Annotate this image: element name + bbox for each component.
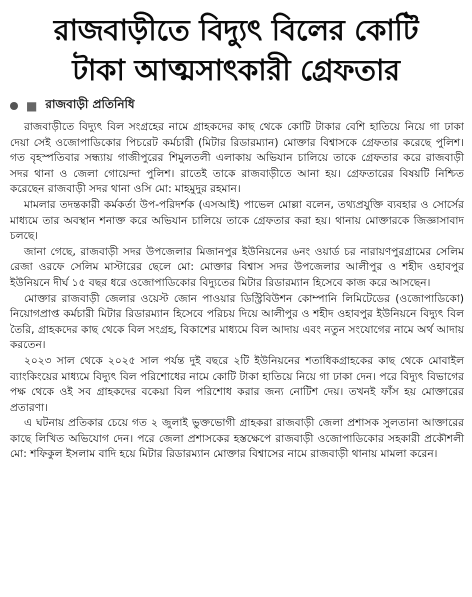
paragraph-1: রাজবাড়ীতে বিদ্যুৎ বিল সংগ্রহের নামে গ্রাহকদের কাছ থেকে কোটি টাকার বেশি হাতিয়ে নিয়ে গা ঢাকা দেয়া সেই ওজোপাডিকোর পিচরেট কর্মচারী (মিটার রিডারম্যান) মোক্তার বিশ্বাসকে গ্রেফতার করেছে পুলিশ। গত বৃহস্পতিবার সন্ধ্যায় গাজীপুরের শিমুলতলী এলাকায় অভিযান চালিয়ে তাকে গ্রেফতার করে রাজবাড়ী সদর থানা ও জেলা গোয়েন্দা পুলিশ। রাতেই তাকে রাজবাড়ীতে আনা হয়। গ্রেফতারের বিষয়টি নিশ্চিত করেছেন রাজবাড়ী সদর থানা ওসি মো: মাহমুদুর রহমান। [10, 121, 464, 196]
paragraph-3: জানা গেছে, রাজবাড়ী সদর উপজেলার মিজানপুর ইউনিয়নের ৬নং ওয়ার্ড চর নারায়ণপুরগ্রামের সেলিম রেজা ওরফে সেলিম মাস্টারের ছেলে মো: মোক্তার বিশ্বাস সদর উপজেলার আলীপুর ও শহীদ ওহাবপুর ইউনিয়নে দীর্ঘ ১৫ বছর ধরে ওজোপাডিকোর বিদ্যুতের মিটার রিডারম্যান হিসেবে কাজ করে আসছেন। [10, 245, 464, 289]
paragraph-5: ২০২৩ সাল থেকে ২০২৫ সাল পর্যন্ত দুই বছরে ২টি ইউনিয়নের শতাধিকগ্রাহকের কাছ থেকে মোবাইল ব্যাংকিংয়ের মাধ্যমে বিদ্যুৎ বিল পরিশোধের নামে কোটি টাকা হাতিয়ে নিয়ে গা ঢাকা দেন। পরে বিদ্যুৎ বিভাগের পক্ষ থেকে ওই সব গ্রাহকদের বকেয়া বিল পরিশোধ করার জন্য নোটিশ দেয়। তখনই ফাঁস হয় মোক্তারের প্রতারণা। [10, 354, 464, 414]
paragraph-4: মোক্তার রাজবাড়ী জেলার ওয়েস্ট জোন পাওয়ার ডিস্ট্রিবিউশন কোম্পানি লিমিটেডের (ওজোপাডিকো) নিয়োগপ্রাপ্ত কর্মচারী মিটার রিডারম্যান হিসেবে পরিচয় দিয়ে আলীপুর ও শহীদ ওহাবপুর ইউনিয়নে বিদ্যুৎ বিল তৈরি, গ্রাহকদের কাছ থেকে বিল সংগ্রহ, বিকাশের মাধ্যমে বিল আদায় এবং নতুন সংযোগের নামে অর্থ আদায় করতেন। [10, 292, 464, 352]
headline-line-2: টাকা আত্মসাৎকারী গ্রেফতার [72, 53, 400, 87]
headline-line-1: রাজবাড়ীতে বিদ্যুৎ বিলের কোটি [53, 13, 419, 47]
paragraph-2: মামলার তদন্তকারী কর্মকর্তা উপ-পরিদর্শক (এসআই) পাভেল মোল্লা বলেন, তথ্যপ্রযুক্তি ব্যবহার ও সোর্সের মাধ্যমে তার অবস্থান শনাক্ত করে অভিযান চালিয়ে তাকে গ্রেফতার করা হয়। থানায় মোক্তারকে জিজ্ঞাসাবাদ চলছে। [10, 198, 464, 243]
article-body [0, 120, 472, 463]
paragraph-6: এ ঘটনায় প্রতিকার চেয়ে গত ২ জুলাই ভুক্তভোগী গ্রাহকরা রাজবাড়ী জেলা প্রশাসক সুলতানা আক্তারের কাছে লিখিত অভিযোগ দেন। পরে জেলা প্রশাসকের হস্তক্ষেপে রাজবাড়ী ওজোপাডিকোর সহকারী প্রকৌশলী মো: শফিকুল ইসলাম বাদি হয়ে মিটার রিডারম্যান মোক্তার বিশ্বাসের নামে রাজবাড়ী থানায় মামলা করেন। [10, 417, 464, 461]
byline-separator: ■ [26, 99, 38, 113]
dot-bullet-icon [10, 102, 18, 110]
byline-text: রাজবাড়ী প্রতিনিধি [45, 97, 135, 111]
headline [0, 0, 472, 90]
byline [10, 96, 472, 116]
